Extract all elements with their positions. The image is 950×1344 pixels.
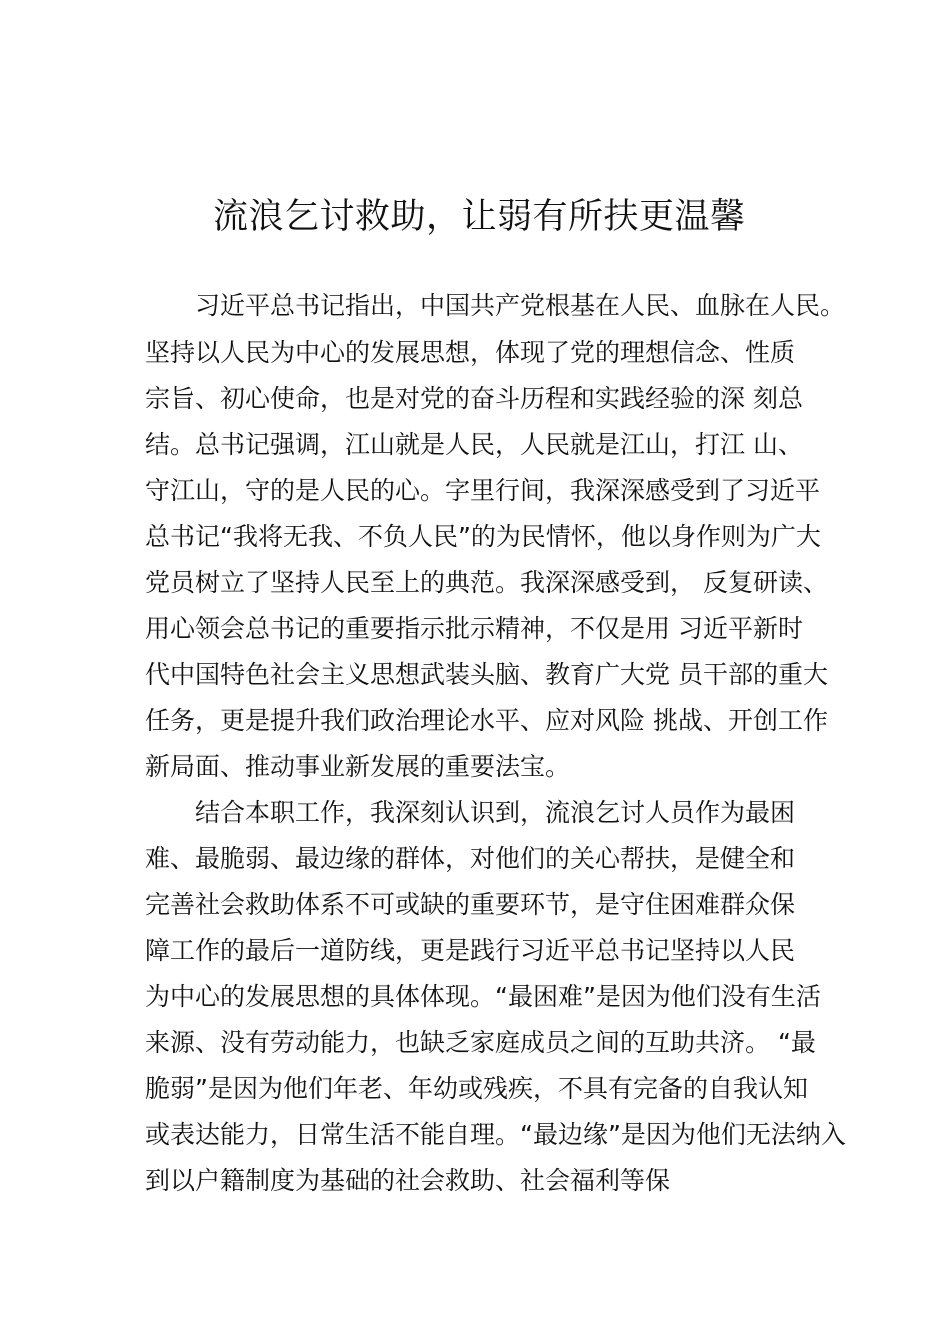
paragraph-1-line-2: 坚持以人民为中心的发展思想，体现了党的理想信念、性质 [145, 338, 796, 367]
paragraph-2-line-1: 结合本职工作，我深刻认识到，流浪乞讨人员作为最困 [195, 798, 796, 827]
paragraph-2-line-5: 为中心的发展思想的具体体现。“最困难”是因为他们没有生活 [145, 982, 821, 1011]
paragraph-2-line-2: 难、最脆弱、最边缘的群体，对他们的关心帮扶，是健全和 [145, 844, 796, 873]
paragraph-2-line-8: 或表达能力，日常生活不能自理。“最边缘”是因为他们无法纳入 [145, 1120, 846, 1149]
paragraph-2-line-9: 到以户籍制度为基础的社会救助、社会福利等保 [145, 1166, 671, 1195]
paragraph-1-line-8: 用心领会总书记的重要指示批示精神，不仅是用 习近平新时 [145, 614, 803, 643]
paragraph-1-line-1: 习近平总书记指出，中国共产党根基在人民、血脉在人民。 [195, 291, 846, 320]
document-title: 流浪乞讨救助，让弱有所扶更温馨 [213, 197, 746, 237]
paragraph-1-line-7: 党员树立了坚持人民至上的典范。我深深感受到， 反复研读、 [145, 568, 828, 597]
paragraph-2-line-3: 完善社会救助体系不可或缺的重要环节，是守住困难群众保 [145, 890, 796, 919]
paragraph-2-line-7: 脆弱”是因为他们年老、年幼或残疾，不具有完备的自我认知 [145, 1074, 808, 1103]
paragraph-2-line-4: 障工作的最后一道防线，更是践行习近平总书记坚持以人民 [145, 936, 796, 965]
paragraph-1-line-11: 新局面、推动事业新发展的重要法宝。 [145, 752, 571, 781]
paragraph-2-line-6: 来源、没有劳动能力，也缺乏家庭成员之间的互助共济。 “最 [145, 1028, 816, 1057]
paragraph-1-line-3: 宗旨、初心使命，也是对党的奋斗历程和实践经验的深 刻总 [145, 384, 803, 413]
paragraph-1-line-9: 代中国特色社会主义思想武装头脑、教育广大党 员干部的重大 [145, 660, 828, 689]
paragraph-1-line-4: 结。总书记强调，江山就是人民，人民就是江山，打江 山、 [145, 430, 803, 459]
paragraph-1-line-10: 任务，更是提升我们政治理论水平、应对风险 挑战、开创工作 [145, 706, 828, 735]
paragraph-1-line-5: 守江山，守的是人民的心。字里行间，我深深感受到了习近平 [145, 476, 821, 505]
paragraph-1-line-6: 总书记“我将无我、不负人民”的为民情怀，他以身作则为广大 [145, 522, 821, 551]
